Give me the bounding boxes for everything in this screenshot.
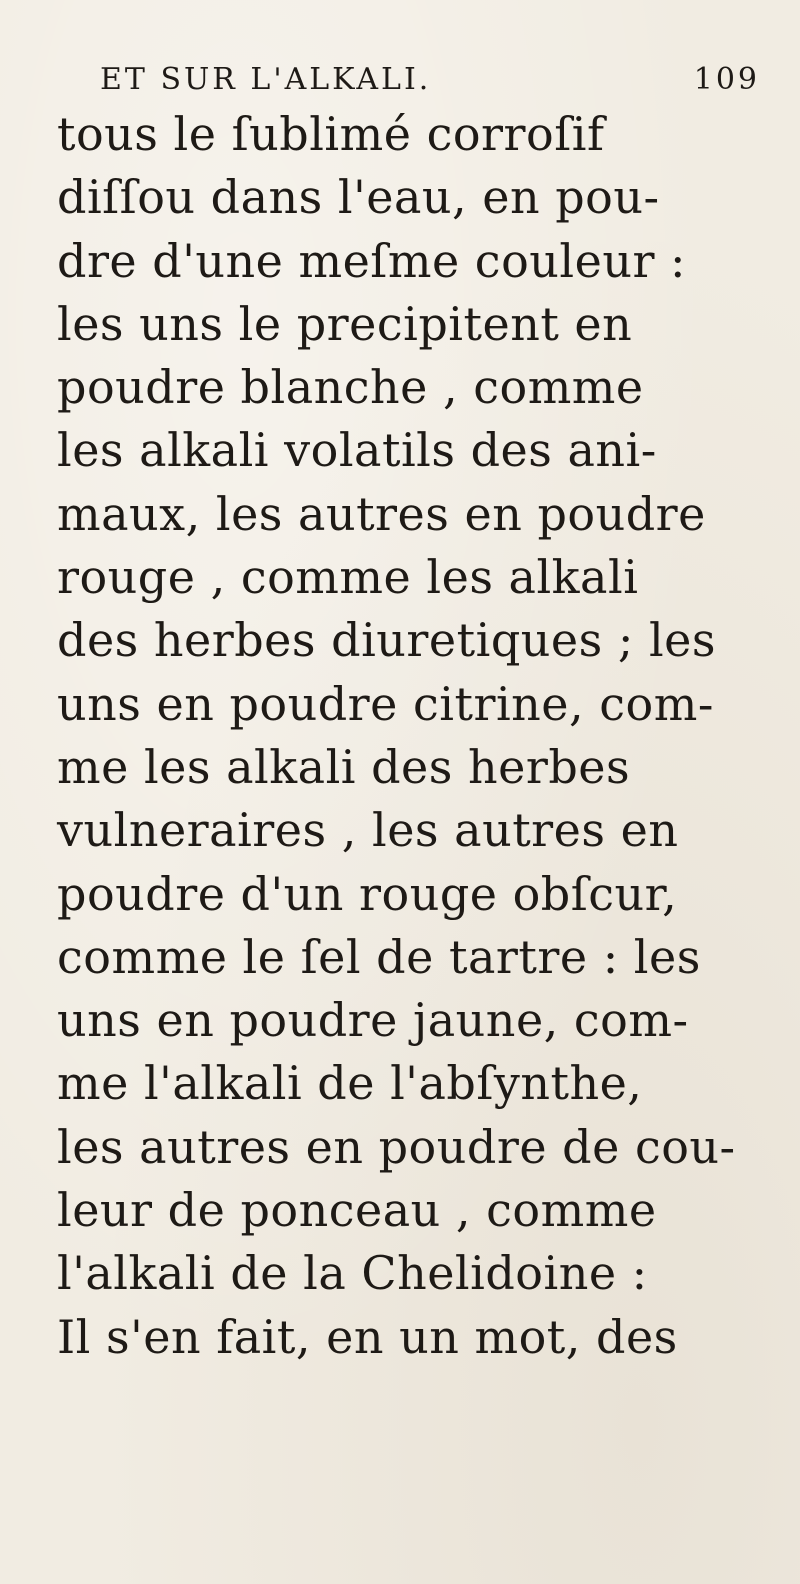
text-line: poudre blanche , comme bbox=[57, 360, 644, 415]
text-line: me l'alkali de l'abſynthe, bbox=[57, 1056, 643, 1111]
text-line: poudre d'un rouge obſcur, bbox=[57, 866, 678, 921]
body-text bbox=[57, 103, 747, 1369]
text-line: vulneraires , les autres en bbox=[57, 803, 679, 858]
text-line: uns en poudre jaune, com- bbox=[57, 993, 689, 1048]
text-line: maux, les autres en poudre bbox=[57, 486, 706, 541]
text-line: des herbes diuretiques ; les bbox=[57, 613, 717, 668]
running-head bbox=[100, 62, 760, 102]
running-head-title: ET SUR L'ALKALI. bbox=[100, 62, 432, 97]
text-line: les uns le precipitent en bbox=[57, 296, 633, 351]
text-line: uns en poudre citrine, com- bbox=[57, 676, 714, 731]
text-line: diſſou dans l'eau, en pou- bbox=[57, 170, 660, 225]
text-line: rouge , comme les alkali bbox=[57, 550, 639, 605]
text-line: dre d'une meſme couleur : bbox=[57, 233, 687, 288]
page-number: 109 bbox=[693, 62, 760, 97]
text-line: me les alkali des herbes bbox=[57, 739, 631, 794]
text-line: Il s'en fait, en un mot, des bbox=[57, 1309, 678, 1364]
text-line: les autres en poudre de cou- bbox=[57, 1119, 736, 1174]
text-line: comme le ſel de tartre : les bbox=[57, 929, 701, 984]
text-line: les alkali volatils des ani- bbox=[57, 423, 657, 478]
text-line: tous le ſublimé corroſif bbox=[57, 107, 605, 161]
text-line: l'alkali de la Chelidoine : bbox=[57, 1246, 648, 1301]
text-line: leur de ponceau , comme bbox=[57, 1183, 657, 1238]
